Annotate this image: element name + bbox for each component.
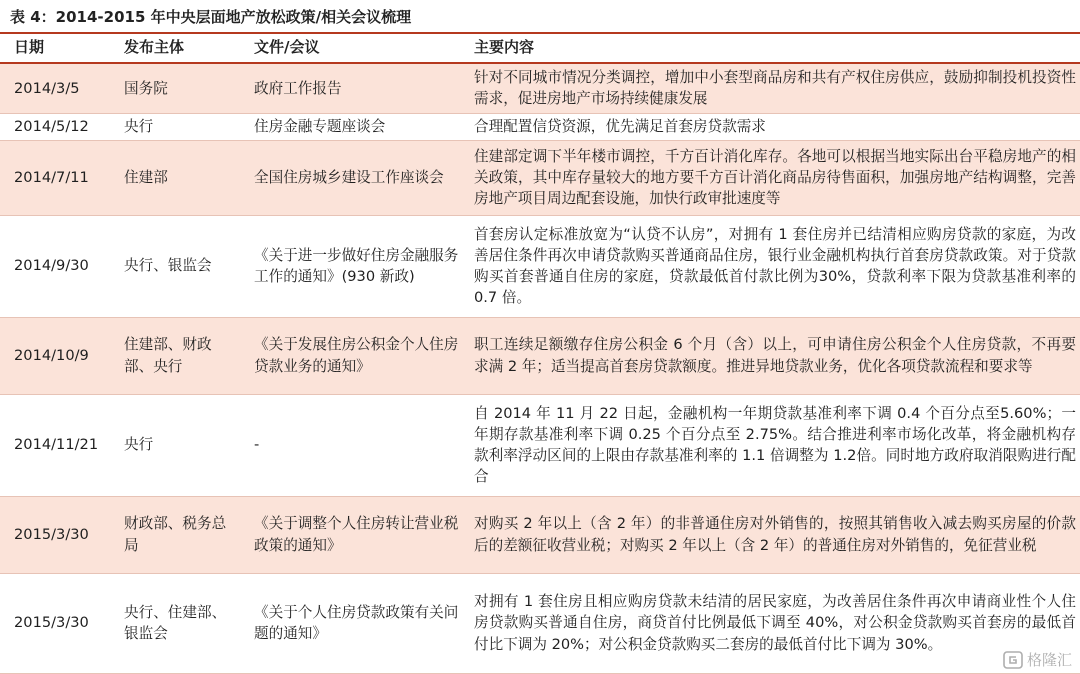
cell-document: 政府工作报告 — [240, 63, 466, 113]
table-row — [0, 63, 1080, 113]
cell-date: 2014/11/21 — [0, 394, 110, 496]
header-content: 主要内容 — [466, 33, 1080, 63]
cell-document: - — [240, 394, 466, 496]
watermark-text: 格隆汇 — [1026, 651, 1072, 669]
cell-date: 2015/3/30 — [0, 573, 110, 673]
table-row — [0, 496, 1080, 573]
table-header-row — [0, 33, 1080, 63]
cell-content: 合理配置信贷资源，优先满足首套房贷款需求 — [466, 113, 1080, 140]
cell-content: 对拥有 1 套住房且相应购房贷款未结清的居民家庭，为改善居住条件再次申请商业性个人住房贷款购买普通自住房，商贷首付比例最低下调至 40%，对公积金贷款购买首套房的最低首付比下调为 20%；对公积金贷款购买二套房的最低首付比下调为 30%。 — [466, 573, 1080, 673]
cell-document: 《关于个人住房贷款政策有关问题的通知》 — [240, 573, 466, 673]
watermark — [1003, 649, 1072, 670]
cell-content: 职工连续足额缴存住房公积金 6 个月（含）以上，可申请住房公积金个人住房贷款，不再要求满 2 年；适当提高首套房贷款额度。推进异地贷款业务，优化各项贷款流程和要求等 — [466, 317, 1080, 394]
cell-issuer: 央行 — [110, 394, 240, 496]
cell-issuer: 央行 — [110, 113, 240, 140]
policy-table — [0, 32, 1080, 674]
table-row — [0, 215, 1080, 317]
cell-issuer: 国务院 — [110, 63, 240, 113]
cell-document: 《关于发展住房公积金个人住房贷款业务的通知》 — [240, 317, 466, 394]
table-row — [0, 573, 1080, 673]
table-row — [0, 140, 1080, 215]
cell-date: 2015/3/30 — [0, 496, 110, 573]
cell-issuer: 央行、银监会 — [110, 215, 240, 317]
header-issuer: 发布主体 — [110, 33, 240, 63]
cell-content: 针对不同城市情况分类调控，增加中小套型商品房和共有产权住房供应，鼓励抑制投机投资性需求，促进房地产市场持续健康发展 — [466, 63, 1080, 113]
cell-date: 2014/3/5 — [0, 63, 110, 113]
cell-content: 自 2014 年 11 月 22 日起，金融机构一年期贷款基准利率下调 0.4 个百分点至5.60%；一年期存款基准利率下调 0.25 个百分点至 2.75%。结合推进利率市场化改革，将金融机构存款利率浮动区间的上限由存款基准利率的 1.1 倍调整为 1.2倍。同时地方政府取消限购进行配合 — [466, 394, 1080, 496]
header-date: 日期 — [0, 33, 110, 63]
gelonghui-logo-icon — [1003, 651, 1023, 669]
cell-document: 《关于进一步做好住房金融服务工作的通知》(930 新政) — [240, 215, 466, 317]
cell-document: 《关于调整个人住房转让营业税政策的通知》 — [240, 496, 466, 573]
cell-issuer: 财政部、税务总局 — [110, 496, 240, 573]
cell-issuer: 住建部、财政部、央行 — [110, 317, 240, 394]
table-caption: 表 4：2014-2015 年中央层面地产放松政策/相关会议梳理 — [10, 8, 412, 26]
cell-date: 2014/9/30 — [0, 215, 110, 317]
cell-date: 2014/10/9 — [0, 317, 110, 394]
cell-document: 住房金融专题座谈会 — [240, 113, 466, 140]
table-row — [0, 394, 1080, 496]
table-row — [0, 113, 1080, 140]
cell-content: 首套房认定标准放宽为“认贷不认房”，对拥有 1 套住房并已结清相应购房贷款的家庭，为改善居住条件再次申请贷款购买普通商品住房，银行业金融机构执行首套房贷款政策。对于贷款购买首套普通自住房的家庭，贷款最低首付款比例为30%，贷款利率下限为贷款基准利率的 0.7 倍。 — [466, 215, 1080, 317]
cell-issuer: 央行、住建部、银监会 — [110, 573, 240, 673]
header-document: 文件/会议 — [240, 33, 466, 63]
table-row — [0, 317, 1080, 394]
cell-document: 全国住房城乡建设工作座谈会 — [240, 140, 466, 215]
cell-date: 2014/5/12 — [0, 113, 110, 140]
cell-issuer: 住建部 — [110, 140, 240, 215]
cell-date: 2014/7/11 — [0, 140, 110, 215]
cell-content: 住建部定调下半年楼市调控，千方百计消化库存。各地可以根据当地实际出台平稳房地产的相关政策，其中库存量较大的地方要千方百计消化商品房待售面积，加强房地产结构调整，完善房地产项目周边配套设施，加快行政审批速度等 — [466, 140, 1080, 215]
cell-content: 对购买 2 年以上（含 2 年）的非普通住房对外销售的，按照其销售收入减去购买房屋的价款后的差额征收营业税；对购买 2 年以上（含 2 年）的普通住房对外销售的，免征营业税 — [466, 496, 1080, 573]
